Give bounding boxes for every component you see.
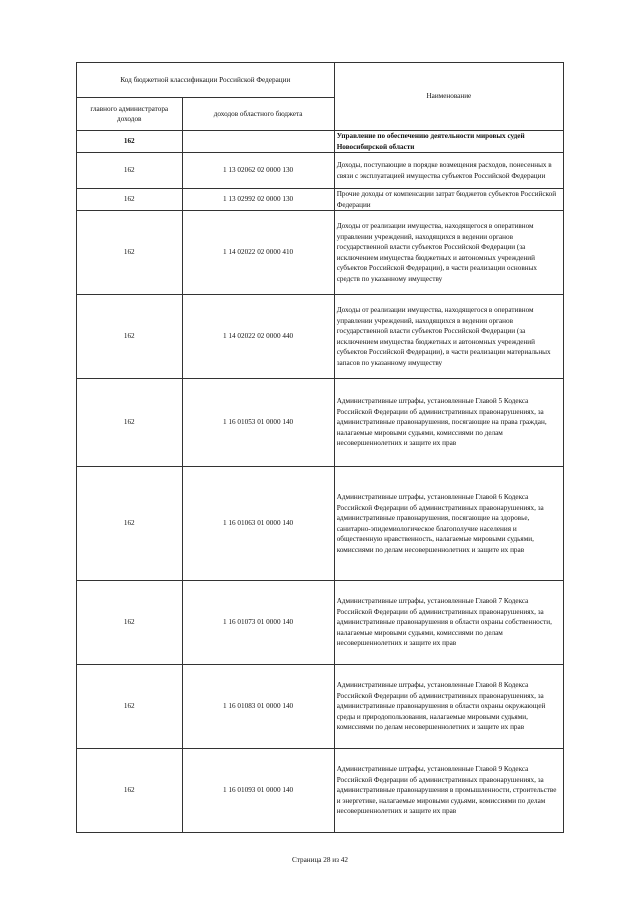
table-row — [77, 189, 564, 211]
cell-income-code: 1 16 01073 01 0000 140 — [182, 581, 334, 665]
table-row — [77, 581, 564, 665]
table-row — [77, 665, 564, 749]
cell-income-code: 1 16 01053 01 0000 140 — [182, 379, 334, 467]
cell-name: Доходы от реализации имущества, находящегося в оперативном управлении учреждений, находящихся в ведении органов государственной власти субъектов Российской Федерации (за исключением имущества бюджетных и автономных учреждений субъектов Российской Федерации), в части реализации основных средств по указанному имуществу — [334, 211, 563, 295]
table-row — [77, 131, 564, 153]
table-row — [77, 211, 564, 295]
table-row — [77, 153, 564, 189]
cell-income-code: 1 16 01093 01 0000 140 — [182, 749, 334, 833]
header-income-code: доходов областного бюджета — [182, 98, 334, 131]
cell-income-code: 1 16 01063 01 0000 140 — [182, 467, 334, 581]
cell-admin-code: 162 — [77, 295, 183, 379]
cell-income-code: 1 13 02992 02 0000 130 — [182, 189, 334, 211]
cell-income-code — [182, 131, 334, 153]
cell-income-code: 1 13 02062 02 0000 130 — [182, 153, 334, 189]
header-admin: главного администратора доходов — [77, 98, 183, 131]
cell-admin-code: 162 — [77, 189, 183, 211]
cell-admin-code: 162 — [77, 665, 183, 749]
cell-name: Административные штрафы, установленные Главой 9 Кодекса Российской Федерации об административных правонарушениях, за административные правонарушения в промышленности, строительстве и энергетике, налагаемые мировыми судьями, комиссиями по делам несовершеннолетних и защите их прав — [334, 749, 563, 833]
cell-name: Доходы, поступающие в порядке возмещения расходов, понесенных в связи с эксплуатацией имущества субъектов Российской Федерации — [334, 153, 563, 189]
table-row — [77, 295, 564, 379]
cell-admin-code: 162 — [77, 211, 183, 295]
cell-name: Административные штрафы, установленные Главой 8 Кодекса Российской Федерации об административных правонарушениях, за административные правонарушения в области охраны окружающей среды и природопользования, налагаемые мировыми судьями, комиссиями по делам несовершеннолетних и защите их прав — [334, 665, 563, 749]
cell-income-code: 1 14 02022 02 0000 440 — [182, 295, 334, 379]
header-name: Наименование — [334, 63, 563, 131]
table-row — [77, 467, 564, 581]
table-body — [77, 131, 564, 833]
cell-income-code: 1 16 01083 01 0000 140 — [182, 665, 334, 749]
table-row — [77, 379, 564, 467]
table-row — [77, 749, 564, 833]
cell-name: Административные штрафы, установленные Главой 6 Кодекса Российской Федерации об административных правонарушениях, за административные правонарушения, посягающие на здоровье, санитарно-эпидемиологическое благополучие населения и общественную нравственность, налагаемые мировыми судьями, комиссиями по делам несовершеннолетних и защите их прав — [334, 467, 563, 581]
header-code-group: Код бюджетной классификации Российской Федерации — [77, 63, 335, 98]
page-number: Страница 28 из 42 — [292, 856, 348, 864]
cell-name: Прочие доходы от компенсации затрат бюджетов субъектов Российской Федерации — [334, 189, 563, 211]
cell-admin-code: 162 — [77, 749, 183, 833]
cell-admin-code: 162 — [77, 581, 183, 665]
cell-name: Административные штрафы, установленные Главой 7 Кодекса Российской Федерации об административных правонарушениях, за административные правонарушения в области охраны собственности, налагаемые мировыми судьями, комиссиями по делам несовершеннолетних и защите их прав — [334, 581, 563, 665]
cell-admin-code: 162 — [77, 153, 183, 189]
cell-income-code: 1 14 02022 02 0000 410 — [182, 211, 334, 295]
cell-admin-code: 162 — [77, 379, 183, 467]
cell-name: Административные штрафы, установленные Главой 5 Кодекса Российской Федерации об административных правонарушениях, за административные правонарушения, посягающие на права граждан, налагаемые мировыми судьями, комиссиями по делам несовершеннолетних и защите их прав — [334, 379, 563, 467]
cell-name: Управление по обеспечению деятельности мировых судей Новосибирской области — [334, 131, 563, 153]
cell-admin-code: 162 — [77, 467, 183, 581]
budget-classification-table — [76, 62, 564, 833]
cell-name: Доходы от реализации имущества, находящегося в оперативном управлении учреждений, находящихся в ведении органов государственной власти субъектов Российской Федерации (за исключением имущества бюджетных и автономных учреждений субъектов Российской Федерации), в части реализации материальных запасов по указанному имуществу — [334, 295, 563, 379]
cell-admin-code: 162 — [77, 131, 183, 153]
